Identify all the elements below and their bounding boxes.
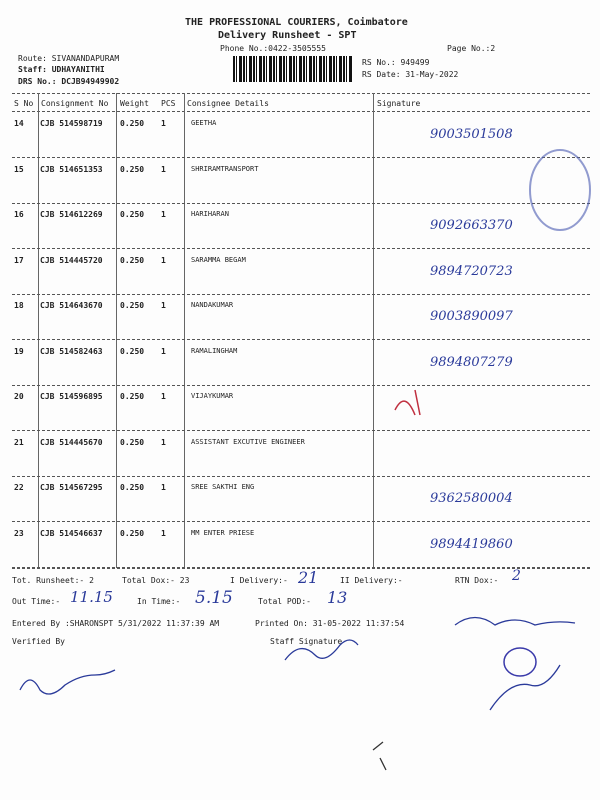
row-sno: 15 [14,164,24,174]
row-sno: 21 [14,437,24,447]
col-consignee: Consignee Details [187,99,269,108]
page-number: Page No.:2 [447,44,496,53]
row-consignment-no: CJB 514546637 [40,528,103,538]
handwritten-phone: 9003501508 [430,127,513,142]
row-pcs: 1 [161,301,166,310]
handwritten-phone: 9362580004 [430,491,513,506]
printed-on: Printed On: 31-05-2022 11:37:54 [255,619,405,628]
row-consignment-no: CJB 514567295 [40,483,103,492]
handwritten-phone: 9092663370 [430,218,513,233]
col-consignment: Consignment No [41,99,109,108]
row-sno: 16 [14,210,24,219]
route: Route: SIVANANDAPURAM [18,54,120,63]
row-pcs: 1 [161,437,166,447]
rs-date: RS Date: 31-May-2022 [362,70,459,79]
row-weight: 0.250 [120,346,145,356]
row-consignment-no: CJB 514643670 [40,301,103,310]
verified-by: Verified By [12,637,65,646]
row-weight: 0.250 [120,255,145,265]
handwritten-phone: 9894419860 [430,536,513,552]
row-consignment-no: CJB 514612269 [40,210,103,219]
row-pcs: 1 [161,528,166,538]
i-delivery-label: I Delivery:- [230,576,288,585]
col-sno: S No [14,99,34,108]
row-sno: 19 [14,346,24,356]
row-pcs: 1 [161,164,166,174]
row-consignment-no: CJB 514598719 [40,119,103,128]
out-time-label: Out Time:- [12,597,61,606]
company-name: THE PROFESSIONAL COURIERS, Coimbatore [185,17,408,28]
row-consignee: ASSISTANT EXCUTIVE ENGINEER [191,437,305,446]
tot-runsheet: Tot. Runsheet:- 2 [12,576,94,585]
row-pcs: 1 [161,119,166,128]
row-pcs: 1 [161,483,166,492]
rtn-dox-label: RTN Dox:- [455,576,499,585]
col-signature: Signature [377,99,421,108]
row-pcs: 1 [161,392,166,401]
row-sno: 22 [14,483,24,492]
row-weight: 0.250 [120,528,145,538]
row-sno: 18 [14,301,24,310]
rtn-dox-value: 2 [512,568,521,584]
row-pcs: 1 [161,210,166,219]
row-pcs: 1 [161,255,166,265]
handwritten-phone: 9894807279 [430,354,513,370]
row-consignment-no: CJB 514445720 [40,255,103,265]
row-consignee: SHRIRAMTRANSPORT [191,164,259,173]
row-weight: 0.250 [120,392,145,401]
row-weight: 0.250 [120,210,145,219]
in-time-label: In Time:- [137,597,181,606]
in-time-value: 5.15 [195,588,233,608]
row-sno: 23 [14,528,24,538]
col-pcs: PCS [161,99,176,108]
phone-number: Phone No.:0422-3505555 [220,44,326,53]
row-consignee: GEETHA [191,119,217,127]
col-weight: Weight [120,99,149,108]
row-consignee: SREE SAKTHI ENG [191,483,255,491]
staff-signature: Staff Signature [270,637,343,646]
row-weight: 0.250 [120,483,145,492]
document-title: Delivery Runsheet - SPT [218,30,357,41]
entered-by: Entered By :SHARONSPT 5/31/2022 11:37:39 AM [12,619,220,628]
rs-number: RS No.: 949499 [362,58,430,67]
row-consignment-no: CJB 514651353 [40,164,103,174]
row-consignee: NANDAKUMAR [191,301,234,309]
row-sno: 14 [14,119,24,128]
row-consignee: MM ENTER PRIESE [191,528,255,537]
row-sno: 20 [14,392,24,401]
row-consignment-no: CJB 514596895 [40,392,103,401]
out-time-value: 11.15 [70,588,113,606]
row-consignee: HARIHARAN [191,210,229,218]
ii-delivery-label: II Delivery:- [340,576,403,585]
row-consignee: RAMALINGHAM [191,346,238,355]
row-sno: 17 [14,255,24,265]
row-consignment-no: CJB 514582463 [40,346,103,356]
row-weight: 0.250 [120,301,145,310]
row-consignee: VIJAYKUMAR [191,392,234,400]
row-pcs: 1 [161,346,166,356]
row-consignee: SARAMMA BEGAM [191,255,246,264]
staff: Staff: UDHAYANITHI [18,65,105,74]
total-dox: Total Dox:- 23 [122,576,190,585]
handwritten-phone: 9003890097 [430,309,513,324]
row-consignment-no: CJB 514445670 [40,437,103,447]
handwritten-phone: 9894720723 [430,263,513,279]
i-delivery-value: 21 [298,568,319,587]
total-pod-label: Total POD:- [258,597,311,606]
drs-number: DRS No.: DCJB94949902 [18,77,120,86]
row-weight: 0.250 [120,437,145,447]
row-weight: 0.250 [120,119,145,128]
total-pod-value: 13 [327,588,348,607]
row-weight: 0.250 [120,164,145,174]
